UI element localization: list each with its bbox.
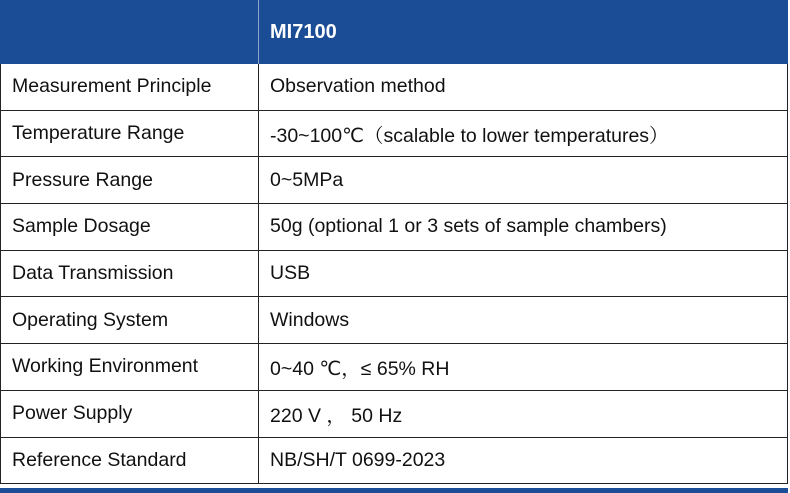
table-body: [0, 64, 788, 484]
row-value: Observation method: [270, 75, 446, 98]
table-row: [1, 438, 787, 485]
row-value: -30~100℃（scalable to lower temperatures）: [270, 124, 669, 147]
row-label: Power Supply: [1, 391, 259, 437]
row-label: Data Transmission: [1, 251, 259, 297]
table-row: [1, 297, 787, 344]
table-header-row: [0, 0, 788, 64]
table-row: [1, 204, 787, 251]
row-value: 50g (optional 1 or 3 sets of sample chambers): [270, 215, 667, 238]
row-label: Working Environment: [1, 344, 259, 390]
table-row: [1, 157, 787, 204]
row-label: Sample Dosage: [1, 204, 259, 250]
row-value: NB/SH/T 0699-2023: [270, 448, 446, 471]
row-label: Temperature Range: [1, 111, 259, 157]
header-label-cell: [0, 0, 259, 64]
table-row: [1, 344, 787, 391]
table-row: [1, 251, 787, 298]
table-row: [1, 111, 787, 158]
model-name-heading: MI7100: [270, 20, 337, 43]
table-bottom-bar: [0, 488, 788, 493]
row-label: Operating System: [1, 297, 259, 343]
table-row: [1, 64, 787, 111]
row-value: USB: [270, 262, 311, 285]
row-value: 220 V ， 50 Hz: [270, 404, 403, 427]
row-value: Windows: [270, 308, 350, 331]
row-value: 0~5MPa: [270, 168, 344, 191]
row-label: Reference Standard: [1, 438, 259, 484]
row-value: 0~40 ℃，≤ 65% RH: [270, 357, 450, 380]
row-label: Measurement Principle: [1, 64, 259, 110]
row-label: Pressure Range: [1, 157, 259, 203]
table-row: [1, 391, 787, 438]
